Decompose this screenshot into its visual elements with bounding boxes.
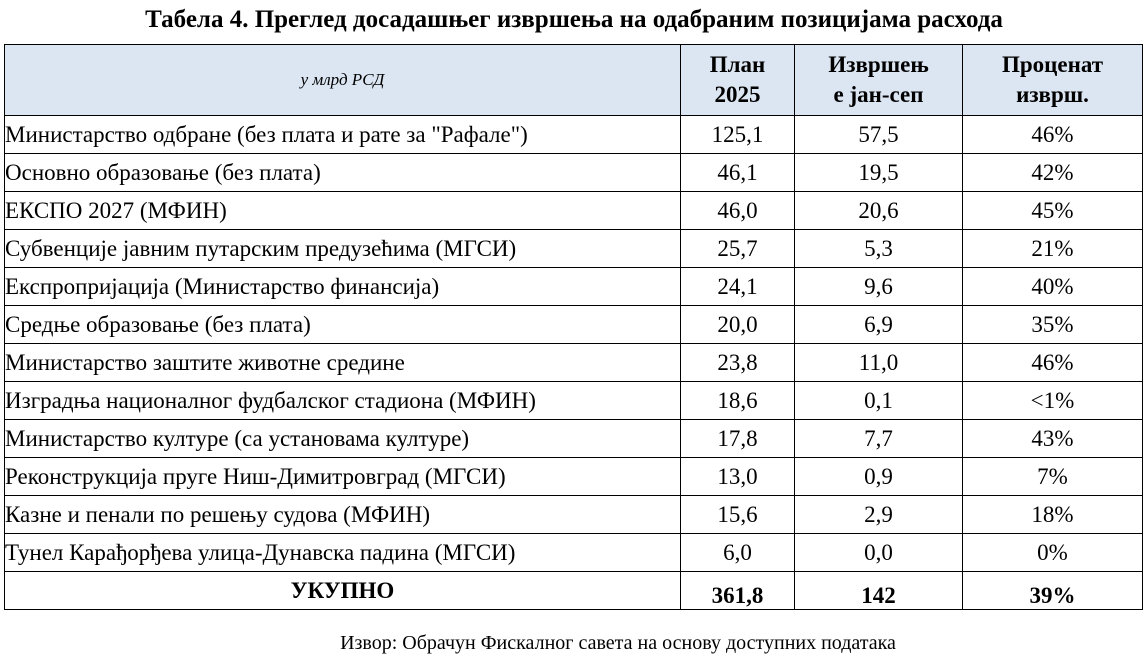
row-plan: 6,0 [681,534,795,572]
table-row [5,306,1143,344]
row-percent: 46% [963,344,1143,382]
row-execution: 20,6 [795,192,963,230]
row-execution: 11,0 [795,344,963,382]
row-label: Реконструкција пруге Ниш-Димитровград (МГСИ) [5,458,681,496]
row-percent: 21% [963,230,1143,268]
total-plan: 361,8 [681,572,795,610]
row-execution: 57,5 [795,116,963,154]
row-label: Средње образовање (без плата) [5,306,681,344]
plan-header-line1: План [709,52,766,77]
total-execution: 142 [795,572,963,610]
row-plan: 18,6 [681,382,795,420]
row-plan: 25,7 [681,230,795,268]
table-row [5,382,1143,420]
total-label: УКУПНО [5,572,681,610]
table-row [5,116,1143,154]
total-percent: 39% [963,572,1143,610]
plan-header [681,45,795,116]
percent-header-line1: Проценат [1001,52,1104,77]
row-plan: 13,0 [681,458,795,496]
row-plan: 23,8 [681,344,795,382]
row-percent: 40% [963,268,1143,306]
row-percent: 45% [963,192,1143,230]
execution-header [795,45,963,116]
table-row [5,534,1143,572]
row-execution: 6,9 [795,306,963,344]
row-execution: 7,7 [795,420,963,458]
row-percent: 35% [963,306,1143,344]
expenditure-table [4,44,1143,610]
row-percent: 7% [963,458,1143,496]
table-row [5,230,1143,268]
row-plan: 46,0 [681,192,795,230]
row-label: Изградња националног фудбалског стадиона (МФИН) [5,382,681,420]
row-percent: 18% [963,496,1143,534]
row-execution: 0,1 [795,382,963,420]
table-row [5,154,1143,192]
table-header-row [5,45,1143,116]
row-percent: 0% [963,534,1143,572]
row-execution: 19,5 [795,154,963,192]
table-row [5,268,1143,306]
row-plan: 125,1 [681,116,795,154]
row-label: Министарство одбране (без плата и рате за "Рафале") [5,116,681,154]
row-label: Министарство заштите животне средине [5,344,681,382]
row-plan: 24,1 [681,268,795,306]
row-label: Основно образовање (без плата) [5,154,681,192]
execution-header-line1: Извршењ [828,52,929,77]
row-percent: 43% [963,420,1143,458]
row-percent: <1% [963,382,1143,420]
table-title: Табела 4. Преглед досадашњег извршења на одабраним позицијама расхода [145,6,1003,33]
table-row [5,496,1143,534]
row-label: Тунел Карађорђева улица-Дунавска падина (МГСИ) [5,534,681,572]
row-percent: 46% [963,116,1143,154]
row-execution: 2,9 [795,496,963,534]
row-percent: 42% [963,154,1143,192]
table-row [5,458,1143,496]
row-plan: 15,6 [681,496,795,534]
row-label: Субвенције јавним путарским предузећима (МГСИ) [5,230,681,268]
table-row [5,344,1143,382]
row-label: ЕКСПО 2027 (МФИН) [5,192,681,230]
unit-header: у млрд РСД [5,45,681,116]
table-row [5,192,1143,230]
percent-header-line2: изврш. [1016,82,1089,107]
row-execution: 5,3 [795,230,963,268]
execution-header-line2: е јан-сеп [833,82,924,107]
row-execution: 0,9 [795,458,963,496]
source-note: Извор: Обрачун Фискалног савета на основу доступних података [340,632,896,654]
table-row [5,420,1143,458]
row-label: Министарство културе (са установама културе) [5,420,681,458]
row-plan: 46,1 [681,154,795,192]
total-row [5,572,1143,610]
row-execution: 0,0 [795,534,963,572]
row-label: Експропријација (Министарство финансија) [5,268,681,306]
plan-header-line2: 2025 [714,82,761,107]
row-label: Казне и пенали по решењу судова (МФИН) [5,496,681,534]
row-plan: 17,8 [681,420,795,458]
percent-header [963,45,1143,116]
row-plan: 20,0 [681,306,795,344]
row-execution: 9,6 [795,268,963,306]
